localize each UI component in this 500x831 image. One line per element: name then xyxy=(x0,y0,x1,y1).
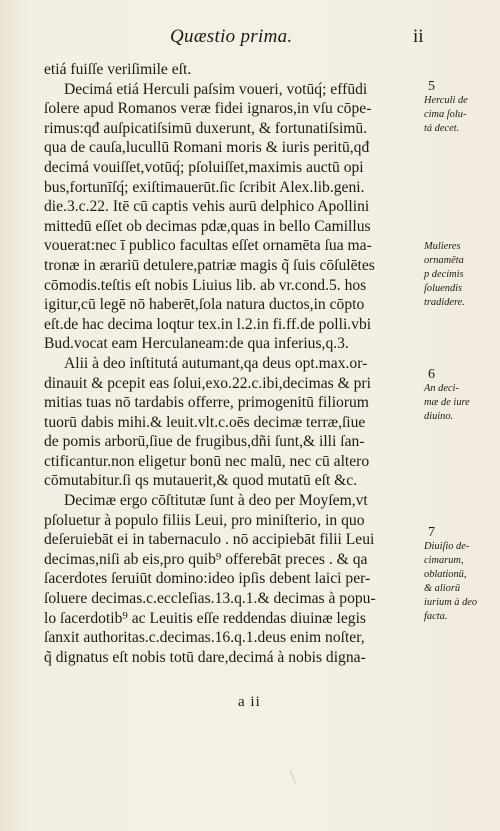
text-line: Alii à deo inſtitutá autumant,qa deus opt.max.or- xyxy=(64,354,368,372)
text-line: vouerat:nec ī publico facultas eſſet ornamēta ſua ma- xyxy=(44,237,372,255)
marginal-line: Herculi de xyxy=(424,95,468,106)
text-line: Bud.vocat eam Herculaneam:de qua inferius,q.3. xyxy=(44,335,349,353)
text-line: pſoluetur à populo filiis Leui, pro miniſterio, in quo xyxy=(44,511,365,529)
text-line: igitur,cū legē nō haberēt,ſola natura ductos,in cōpto xyxy=(44,296,365,314)
marginal-number: 7 xyxy=(428,525,435,540)
text-line: tuorū dabis mihi.& leuit.vlt.c.oēs decimæ terræ,ſiue xyxy=(44,413,366,431)
text-line: ſacerdotes ſeruiūt domino:ideo ipſis debent laici per- xyxy=(44,570,371,588)
text-line: etiá fuiſſe veriſimile eſt. xyxy=(44,61,192,78)
marginal-line: ornamēta xyxy=(424,255,464,266)
marginal-line: cimarum, xyxy=(424,555,464,566)
marginal-number: 6 xyxy=(428,367,435,382)
text-line: deſeruiebāt ei in tabernaculo . nō accipiebāt filii Leui xyxy=(44,531,375,549)
paper-stain xyxy=(290,766,306,783)
marginal-line: Mulieres xyxy=(424,241,461,252)
text-line: de pomis arborū,ſiue de frugibus,dñi ſunt,& illi ſan- xyxy=(44,433,365,451)
folio-number: ii xyxy=(413,26,424,47)
text-line: dinauit & pcepit eas ſolui,exo.22.c.ibi,decimas & pri xyxy=(44,374,371,392)
text-line: lo ſacerdotib⁹ ac Leuitis eſſe reddendas diuinæ legis xyxy=(44,609,366,627)
marginal-line: diuino. xyxy=(424,411,454,422)
text-line: cōmutabitur.ſi qs mutauerit,& quod mutatū eſt &c. xyxy=(44,472,358,490)
text-line: eſt.de hac decima loqtur tex.in l.2.in fi.ff.de polli.vbi xyxy=(44,315,372,333)
marginal-line: cima ſolu- xyxy=(424,109,467,120)
marginal-note-mulieres xyxy=(424,240,496,310)
marginal-line: mæ de iure xyxy=(424,397,470,408)
marginal-note-diuisio xyxy=(424,526,496,624)
text-line: ſoluere decimas.c.eccleſias.13.q.1.& decimas à popu- xyxy=(44,590,376,608)
text-line: q̃ dignatus eſt nobis totū dare,decimá à nobis digna- xyxy=(44,648,366,666)
text-line: Decimá etiá Herculi paſsim voueri, votūq́; effūdi xyxy=(64,80,368,98)
text-line: cōmodis.teſtis eſt nobis Liuius lib. ab vr.cond.5. hos xyxy=(44,276,367,294)
marginal-line: & aliorū xyxy=(424,583,461,594)
text-line: die.3.c.22. Itē cū captis vehis aurū delphico Apollini xyxy=(44,198,370,216)
marginal-line: tradidere. xyxy=(424,297,465,308)
text-line: ſanxit authoritas.c.decimas.16.q.1.deus enim noſter, xyxy=(44,629,365,647)
text-line: decimá vouiſſet,votūq́; pſoluiſſet,maximis auctū opi xyxy=(44,158,364,176)
marginal-line: An deci- xyxy=(424,383,459,394)
text-line: ſolere apud Romanos veræ fidei ignaros,in vſu cōpe- xyxy=(44,100,372,118)
text-line: decimas,niſi ab eis,pro quib⁹ offerebāt preces . & qa xyxy=(44,550,368,568)
text-line: mittedū eſſet ob decimas pdæ,quas in bello Camillus xyxy=(44,217,371,235)
marginal-line: p decimis xyxy=(424,269,464,280)
text-line: Decimæ ergo cōſtitutæ ſunt à deo per Moyſem,vt xyxy=(64,492,368,510)
signature-mark: a ii xyxy=(238,694,261,710)
text-line: mitias tuas nō tardabis offerre, primogenitū filiorum xyxy=(44,394,369,412)
text-line: tronæ in ærariū detulere,patriæ magis q̃ ſuis cōſulētes xyxy=(44,256,375,274)
text-line: rimus:qđ auſpicatiſsimū duxerunt, & fortunatiſsimū. xyxy=(44,119,368,137)
marginal-line: oblationū, xyxy=(424,569,467,580)
text-line: ctificantur.non eligetur bonū nec malū, nec cū altero xyxy=(44,452,370,470)
marginal-line: facta. xyxy=(424,611,448,622)
marginal-line: iurium à deo xyxy=(424,597,478,608)
running-head-title: Quæstio prima. xyxy=(170,26,293,47)
marginal-number: 5 xyxy=(428,79,435,94)
marginal-line: Diuiſio de- xyxy=(424,541,470,552)
marginal-line: ſoluendis xyxy=(424,283,463,294)
marginal-line: tá decet. xyxy=(424,123,460,134)
text-line: qua de cauſa,lucullū Romani moris & iuris peritū,qđ xyxy=(44,139,370,157)
marginal-note-herculi xyxy=(424,80,496,136)
text-line: bus,fortunīſq́; exiſtimauerūt.ſic ſcribit Alex.lib.geni. xyxy=(44,178,365,196)
marginal-note-an-decimae xyxy=(424,368,496,424)
main-text-block xyxy=(44,60,428,667)
